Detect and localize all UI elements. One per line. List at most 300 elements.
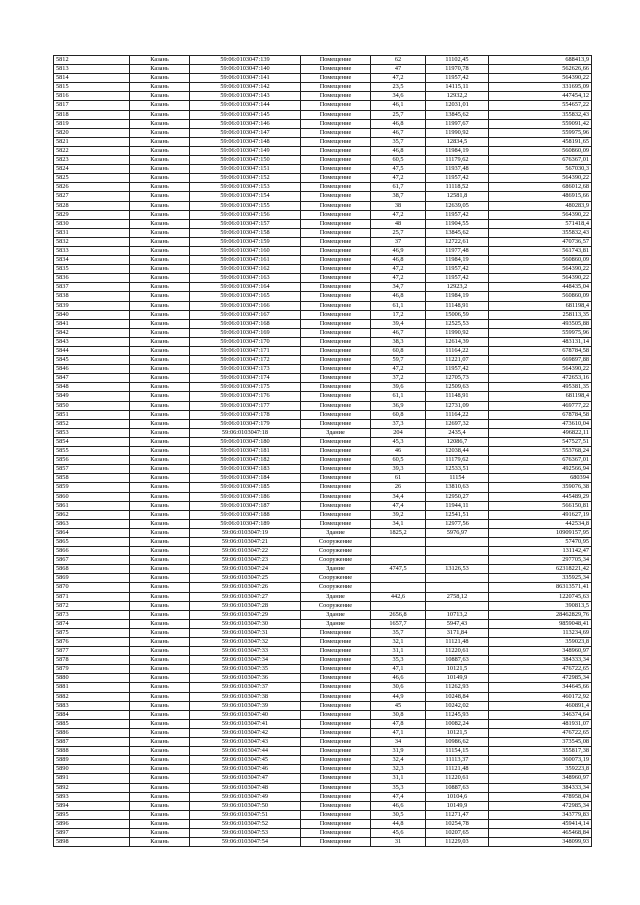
table-row — [54, 192, 592, 201]
cadastral-value-cell: 476722,65 — [489, 665, 592, 674]
row-number-cell: 5851 — [54, 410, 130, 419]
cadastral-value-cell: 10909157,95 — [489, 528, 592, 537]
area-cell: 61,1 — [371, 301, 426, 310]
cadastral-value-cell: 561743,81 — [489, 246, 592, 255]
unit-value-cell: 10248,84 — [426, 692, 489, 701]
object-type-cell: Помещение — [301, 719, 371, 728]
cadastral-number-cell: 59:06:0103047:150 — [190, 156, 301, 165]
city-cell: Казань — [130, 328, 190, 337]
object-type-cell: Помещение — [301, 792, 371, 801]
row-number-cell: 5859 — [54, 483, 130, 492]
city-cell: Казань — [130, 819, 190, 828]
cadastral-number-cell: 59:06:0103047:144 — [190, 101, 301, 110]
city-cell: Казань — [130, 301, 190, 310]
area-cell: 46,6 — [371, 674, 426, 683]
unit-value-cell: 12639,05 — [426, 201, 489, 210]
row-number-cell: 5892 — [54, 783, 130, 792]
city-cell: Казань — [130, 683, 190, 692]
cadastral-value-cell: 562626,66 — [489, 65, 592, 74]
unit-value-cell: 10149,9 — [426, 674, 489, 683]
area-cell: 37,3 — [371, 419, 426, 428]
area-cell: 36,9 — [371, 401, 426, 410]
area-cell: 30,8 — [371, 710, 426, 719]
area-cell: 46,8 — [371, 146, 426, 155]
area-cell: 31,1 — [371, 774, 426, 783]
cadastral-value-cell: 465468,84 — [489, 828, 592, 837]
cadastral-number-cell: 59:06:0103047:30 — [190, 619, 301, 628]
city-cell: Казань — [130, 656, 190, 665]
area-cell: 46,1 — [371, 101, 426, 110]
cadastral-value-cell: 559975,96 — [489, 328, 592, 337]
object-type-cell: Помещение — [301, 292, 371, 301]
cadastral-number-cell: 59:06:0103047:49 — [190, 792, 301, 801]
row-number-cell: 5834 — [54, 256, 130, 265]
cadastral-number-cell: 59:06:0103047:143 — [190, 92, 301, 101]
city-cell: Казань — [130, 374, 190, 383]
area-cell: 442,6 — [371, 592, 426, 601]
row-number-cell: 5827 — [54, 192, 130, 201]
row-number-cell: 5840 — [54, 310, 130, 319]
cadastral-number-cell: 59:06:0103047:148 — [190, 137, 301, 146]
table-row — [54, 483, 592, 492]
row-number-cell: 5882 — [54, 692, 130, 701]
row-number-cell: 5823 — [54, 156, 130, 165]
city-cell: Казань — [130, 110, 190, 119]
cadastral-value-cell: 469777,22 — [489, 401, 592, 410]
area-cell: 37 — [371, 237, 426, 246]
table-row — [54, 246, 592, 255]
cadastral-number-cell: 59:06:0103047:146 — [190, 119, 301, 128]
area-cell: 34,6 — [371, 92, 426, 101]
table-row — [54, 74, 592, 83]
cadastral-value-cell: 681198,4 — [489, 301, 592, 310]
city-cell: Казань — [130, 765, 190, 774]
cadastral-number-cell: 59:06:0103047:36 — [190, 674, 301, 683]
area-cell: 35,7 — [371, 137, 426, 146]
area-cell: 60,5 — [371, 156, 426, 165]
cadastral-number-cell: 59:06:0103047:37 — [190, 683, 301, 692]
city-cell: Казань — [130, 719, 190, 728]
cadastral-value-cell: 483131,14 — [489, 337, 592, 346]
cadastral-value-cell: 480283,9 — [489, 201, 592, 210]
area-cell: 47,1 — [371, 728, 426, 737]
object-type-cell: Помещение — [301, 210, 371, 219]
area-cell: 39,4 — [371, 319, 426, 328]
cadastral-value-cell: 491627,19 — [489, 510, 592, 519]
row-number-cell: 5817 — [54, 101, 130, 110]
object-type-cell: Помещение — [301, 447, 371, 456]
cadastral-value-cell: 335925,34 — [489, 574, 592, 583]
city-cell: Казань — [130, 710, 190, 719]
cadastral-number-cell: 59:06:0103047:177 — [190, 401, 301, 410]
cadastral-number-cell: 59:06:0103047:174 — [190, 374, 301, 383]
table-row — [54, 274, 592, 283]
city-cell: Казань — [130, 601, 190, 610]
area-cell: 38,3 — [371, 337, 426, 346]
table-row — [54, 628, 592, 637]
city-cell: Казань — [130, 738, 190, 747]
object-type-cell: Помещение — [301, 337, 371, 346]
unit-value-cell — [426, 547, 489, 556]
unit-value-cell: 12977,56 — [426, 519, 489, 528]
city-cell: Казань — [130, 665, 190, 674]
cadastral-value-cell: 486915,66 — [489, 192, 592, 201]
area-cell: 47,8 — [371, 719, 426, 728]
city-cell: Казань — [130, 801, 190, 810]
object-type-cell: Помещение — [301, 392, 371, 401]
row-number-cell: 5856 — [54, 456, 130, 465]
table-row — [54, 819, 592, 828]
cadastral-value-cell: 681198,4 — [489, 392, 592, 401]
area-cell: 46,7 — [371, 128, 426, 137]
area-cell: 61,7 — [371, 183, 426, 192]
row-number-cell: 5865 — [54, 537, 130, 546]
unit-value-cell: 12932,2 — [426, 92, 489, 101]
cadastral-value-cell: 343779,83 — [489, 810, 592, 819]
object-type-cell: Помещение — [301, 156, 371, 165]
cadastral-number-cell: 59:06:0103047:155 — [190, 201, 301, 210]
cadastral-value-cell: 1220745,63 — [489, 592, 592, 601]
row-number-cell: 5862 — [54, 510, 130, 519]
cadastral-value-cell: 567030,3 — [489, 165, 592, 174]
row-number-cell: 5829 — [54, 210, 130, 219]
object-type-cell: Помещение — [301, 401, 371, 410]
cadastral-number-cell: 59:06:0103047:182 — [190, 456, 301, 465]
object-type-cell: Помещение — [301, 256, 371, 265]
unit-value-cell: 11957,42 — [426, 365, 489, 374]
area-cell — [371, 601, 426, 610]
city-cell: Казань — [130, 56, 190, 65]
table-row — [54, 237, 592, 246]
table-row — [54, 410, 592, 419]
cadastral-value-cell: 113234,69 — [489, 628, 592, 637]
area-cell: 4747,5 — [371, 565, 426, 574]
unit-value-cell: 12731,09 — [426, 401, 489, 410]
unit-value-cell: 10986,62 — [426, 738, 489, 747]
object-type-cell: Помещение — [301, 519, 371, 528]
city-cell: Казань — [130, 583, 190, 592]
cadastral-number-cell: 59:06:0103047:140 — [190, 65, 301, 74]
cadastral-value-cell: 493505,88 — [489, 319, 592, 328]
city-cell: Казань — [130, 165, 190, 174]
row-number-cell: 5872 — [54, 601, 130, 610]
city-cell: Казань — [130, 401, 190, 410]
city-cell: Казань — [130, 537, 190, 546]
city-cell: Казань — [130, 447, 190, 456]
table-row — [54, 701, 592, 710]
cadastral-number-cell: 59:06:0103047:27 — [190, 592, 301, 601]
city-cell: Казань — [130, 292, 190, 301]
object-type-cell: Помещение — [301, 228, 371, 237]
cadastral-number-cell: 59:06:0103047:156 — [190, 210, 301, 219]
row-number-cell: 5855 — [54, 447, 130, 456]
cadastral-number-cell: 59:06:0103047:25 — [190, 574, 301, 583]
area-cell: 39,3 — [371, 465, 426, 474]
object-type-cell: Помещение — [301, 638, 371, 647]
unit-value-cell: 11984,19 — [426, 146, 489, 155]
cadastral-value-cell: 669897,88 — [489, 356, 592, 365]
table-row — [54, 447, 592, 456]
cadastral-number-cell: 59:06:0103047:184 — [190, 474, 301, 483]
table-row — [54, 647, 592, 656]
row-number-cell: 5878 — [54, 656, 130, 665]
object-type-cell: Помещение — [301, 774, 371, 783]
object-type-cell: Помещение — [301, 710, 371, 719]
row-number-cell: 5839 — [54, 301, 130, 310]
cadastral-number-cell: 59:06:0103047:165 — [190, 292, 301, 301]
row-number-cell: 5893 — [54, 792, 130, 801]
unit-value-cell: 11113,37 — [426, 756, 489, 765]
unit-value-cell: 12031,01 — [426, 101, 489, 110]
table-row — [54, 219, 592, 228]
object-type-cell: Сооружение — [301, 583, 371, 592]
city-cell: Казань — [130, 83, 190, 92]
unit-value-cell: 11271,47 — [426, 810, 489, 819]
row-number-cell: 5873 — [54, 610, 130, 619]
cadastral-number-cell: 59:06:0103047:31 — [190, 628, 301, 637]
area-cell: 61,1 — [371, 392, 426, 401]
table-row — [54, 183, 592, 192]
table-row — [54, 747, 592, 756]
unit-value-cell: 11121,48 — [426, 765, 489, 774]
object-type-cell: Помещение — [301, 274, 371, 283]
city-cell: Казань — [130, 747, 190, 756]
cadastral-number-cell: 59:06:0103047:54 — [190, 838, 301, 847]
unit-value-cell: 11957,42 — [426, 210, 489, 219]
table-row — [54, 838, 592, 847]
area-cell: 31 — [371, 838, 426, 847]
row-number-cell: 5831 — [54, 228, 130, 237]
row-number-cell: 5888 — [54, 747, 130, 756]
object-type-cell: Помещение — [301, 437, 371, 446]
object-type-cell: Помещение — [301, 628, 371, 637]
row-number-cell: 5850 — [54, 401, 130, 410]
object-type-cell: Здание — [301, 619, 371, 628]
table-row — [54, 692, 592, 701]
table-row — [54, 810, 592, 819]
row-number-cell: 5858 — [54, 474, 130, 483]
cadastral-value-cell: 678784,58 — [489, 347, 592, 356]
cadastral-value-cell: 560860,09 — [489, 292, 592, 301]
area-cell: 47,4 — [371, 501, 426, 510]
unit-value-cell — [426, 574, 489, 583]
unit-value-cell: 11957,42 — [426, 74, 489, 83]
area-cell: 47,2 — [371, 210, 426, 219]
table-row — [54, 592, 592, 601]
city-cell: Казань — [130, 828, 190, 837]
area-cell: 34 — [371, 738, 426, 747]
object-type-cell: Помещение — [301, 819, 371, 828]
unit-value-cell: 11262,93 — [426, 683, 489, 692]
city-cell: Казань — [130, 810, 190, 819]
object-type-cell: Помещение — [301, 301, 371, 310]
row-number-cell: 5895 — [54, 810, 130, 819]
row-number-cell: 5868 — [54, 565, 130, 574]
city-cell: Казань — [130, 528, 190, 537]
area-cell: 35,3 — [371, 656, 426, 665]
table-row — [54, 683, 592, 692]
cadastral-number-cell: 59:06:0103047:164 — [190, 283, 301, 292]
cadastral-number-cell: 59:06:0103047:186 — [190, 492, 301, 501]
unit-value-cell: 12525,53 — [426, 319, 489, 328]
cadastral-value-cell: 384333,34 — [489, 783, 592, 792]
unit-value-cell: 10082,24 — [426, 719, 489, 728]
object-type-cell: Помещение — [301, 146, 371, 155]
cadastral-value-cell: 678784,58 — [489, 410, 592, 419]
object-type-cell: Сооружение — [301, 574, 371, 583]
cadastral-value-cell: 390813,5 — [489, 601, 592, 610]
object-type-cell: Помещение — [301, 56, 371, 65]
cadastral-number-cell: 59:06:0103047:173 — [190, 365, 301, 374]
city-cell: Казань — [130, 474, 190, 483]
area-cell: 32,3 — [371, 765, 426, 774]
cadastral-value-cell: 460891,4 — [489, 701, 592, 710]
unit-value-cell — [426, 601, 489, 610]
city-cell: Казань — [130, 392, 190, 401]
object-type-cell: Помещение — [301, 801, 371, 810]
row-number-cell: 5880 — [54, 674, 130, 683]
row-number-cell: 5870 — [54, 583, 130, 592]
area-cell: 44,9 — [371, 692, 426, 701]
cadastral-value-cell: 359023,8 — [489, 638, 592, 647]
row-number-cell: 5848 — [54, 383, 130, 392]
city-cell: Казань — [130, 210, 190, 219]
city-cell: Казань — [130, 183, 190, 192]
cadastral-value-cell: 28462829,76 — [489, 610, 592, 619]
city-cell: Казань — [130, 501, 190, 510]
object-type-cell: Сооружение — [301, 601, 371, 610]
unit-value-cell: 12533,51 — [426, 465, 489, 474]
table-row — [54, 619, 592, 628]
cadastral-value-cell: 384333,34 — [489, 656, 592, 665]
table-row — [54, 256, 592, 265]
table-row — [54, 756, 592, 765]
unit-value-cell: 13126,53 — [426, 565, 489, 574]
city-cell: Казань — [130, 156, 190, 165]
table-row — [54, 337, 592, 346]
row-number-cell: 5842 — [54, 328, 130, 337]
object-type-cell: Помещение — [301, 465, 371, 474]
table-row — [54, 374, 592, 383]
row-number-cell: 5845 — [54, 356, 130, 365]
cadastral-number-cell: 59:06:0103047:29 — [190, 610, 301, 619]
cadastral-number-cell: 59:06:0103047:175 — [190, 383, 301, 392]
cadastral-number-cell: 59:06:0103047:151 — [190, 165, 301, 174]
object-type-cell: Помещение — [301, 65, 371, 74]
area-cell: 47,4 — [371, 792, 426, 801]
table-row — [54, 719, 592, 728]
area-cell: 46,8 — [371, 256, 426, 265]
city-cell: Казань — [130, 756, 190, 765]
city-cell: Казань — [130, 638, 190, 647]
table-row — [54, 492, 592, 501]
row-number-cell: 5843 — [54, 337, 130, 346]
area-cell: 48 — [371, 219, 426, 228]
cadastral-number-cell: 59:06:0103047:166 — [190, 301, 301, 310]
area-cell: 62 — [371, 56, 426, 65]
table-row — [54, 146, 592, 155]
unit-value-cell: 11102,45 — [426, 56, 489, 65]
cadastral-value-cell: 355832,43 — [489, 228, 592, 237]
row-number-cell: 5885 — [54, 719, 130, 728]
unit-value-cell: 11977,48 — [426, 246, 489, 255]
unit-value-cell: 11118,52 — [426, 183, 489, 192]
cadastral-value-cell: 560860,09 — [489, 146, 592, 155]
cadastral-number-cell: 59:06:0103047:178 — [190, 410, 301, 419]
cadastral-number-cell: 59:06:0103047:171 — [190, 347, 301, 356]
area-cell: 23,5 — [371, 83, 426, 92]
cadastral-value-cell: 495381,35 — [489, 383, 592, 392]
city-cell: Казань — [130, 510, 190, 519]
table-row — [54, 738, 592, 747]
table-row — [54, 828, 592, 837]
row-number-cell: 5857 — [54, 465, 130, 474]
object-type-cell: Помещение — [301, 128, 371, 137]
city-cell: Казань — [130, 365, 190, 374]
area-cell: 60,8 — [371, 410, 426, 419]
cadastral-number-cell: 59:06:0103047:52 — [190, 819, 301, 828]
area-cell: 30,6 — [371, 683, 426, 692]
area-cell: 38,7 — [371, 192, 426, 201]
unit-value-cell: 12722,61 — [426, 237, 489, 246]
row-number-cell: 5884 — [54, 710, 130, 719]
object-type-cell: Помещение — [301, 92, 371, 101]
row-number-cell: 5879 — [54, 665, 130, 674]
cadastral-number-cell: 59:06:0103047:153 — [190, 183, 301, 192]
object-type-cell: Помещение — [301, 510, 371, 519]
table-row — [54, 392, 592, 401]
table-row — [54, 547, 592, 556]
row-number-cell: 5846 — [54, 365, 130, 374]
table-row — [54, 319, 592, 328]
area-cell: 46 — [371, 447, 426, 456]
table-row — [54, 65, 592, 74]
object-type-cell: Здание — [301, 528, 371, 537]
area-cell: 1825,2 — [371, 528, 426, 537]
city-cell: Казань — [130, 619, 190, 628]
city-cell: Казань — [130, 728, 190, 737]
row-number-cell: 5874 — [54, 619, 130, 628]
cadastral-value-cell: 559091,42 — [489, 119, 592, 128]
cadastral-number-cell: 59:06:0103047:167 — [190, 310, 301, 319]
cadastral-value-cell: 676367,01 — [489, 456, 592, 465]
table-row — [54, 328, 592, 337]
table-row — [54, 356, 592, 365]
row-number-cell: 5889 — [54, 756, 130, 765]
area-cell: 32,1 — [371, 638, 426, 647]
cadastral-value-cell: 680394 — [489, 474, 592, 483]
table-row — [54, 156, 592, 165]
unit-value-cell: 11957,42 — [426, 274, 489, 283]
object-type-cell: Помещение — [301, 237, 371, 246]
row-number-cell: 5821 — [54, 137, 130, 146]
cadastral-value-cell: 447454,12 — [489, 92, 592, 101]
cadastral-number-cell: 59:06:0103047:158 — [190, 228, 301, 237]
table-row — [54, 347, 592, 356]
unit-value-cell: 10254,78 — [426, 819, 489, 828]
cadastral-value-cell: 564390,22 — [489, 74, 592, 83]
area-cell: 1657,7 — [371, 619, 426, 628]
area-cell: 25,7 — [371, 228, 426, 237]
city-cell: Казань — [130, 701, 190, 710]
table-row — [54, 519, 592, 528]
cadastral-number-cell: 59:06:0103047:185 — [190, 483, 301, 492]
table-row — [54, 656, 592, 665]
area-cell: 31,9 — [371, 747, 426, 756]
area-cell — [371, 556, 426, 565]
object-type-cell: Помещение — [301, 365, 371, 374]
city-cell: Казань — [130, 610, 190, 619]
